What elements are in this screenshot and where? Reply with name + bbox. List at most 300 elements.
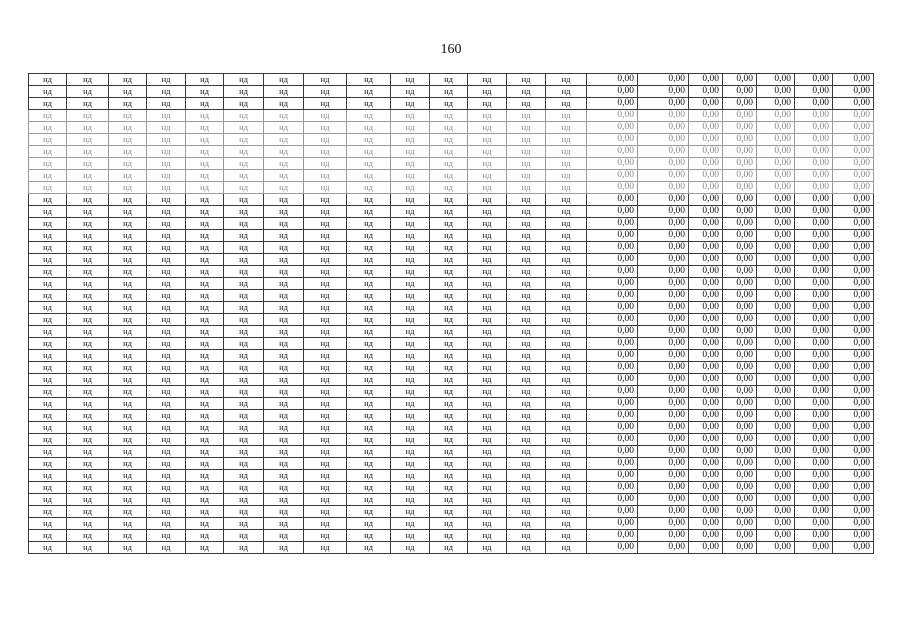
value-cell: 0,00 — [757, 122, 795, 134]
nd-cell: нд — [264, 494, 304, 506]
nd-cell: нд — [29, 122, 67, 134]
nd-cell: нд — [430, 482, 468, 494]
value-cell: 0,00 — [723, 446, 757, 458]
nd-cell: нд — [304, 158, 347, 170]
nd-cell: нд — [109, 254, 147, 266]
value-cell: 0,00 — [757, 314, 795, 326]
nd-cell: нд — [67, 122, 109, 134]
nd-cell: нд — [468, 218, 507, 230]
nd-cell: нд — [109, 458, 147, 470]
nd-cell: нд — [468, 386, 507, 398]
nd-cell: нд — [264, 410, 304, 422]
nd-cell: нд — [468, 230, 507, 242]
nd-cell: нд — [391, 362, 430, 374]
nd-cell: нд — [347, 158, 391, 170]
nd-cell: нд — [29, 434, 67, 446]
nd-cell: нд — [29, 182, 67, 194]
value-cell: 0,00 — [833, 74, 874, 86]
nd-cell: нд — [109, 506, 147, 518]
nd-cell: нд — [147, 398, 186, 410]
nd-cell: нд — [304, 506, 347, 518]
value-cell: 0,00 — [587, 98, 638, 110]
nd-cell: нд — [468, 338, 507, 350]
nd-cell: нд — [304, 278, 347, 290]
nd-cell: нд — [546, 326, 587, 338]
nd-cell: нд — [507, 206, 546, 218]
table-row — [29, 122, 874, 134]
value-cell: 0,00 — [757, 434, 795, 446]
value-cell: 0,00 — [757, 542, 795, 554]
nd-cell: нд — [468, 518, 507, 530]
nd-cell: нд — [468, 134, 507, 146]
nd-cell: нд — [147, 218, 186, 230]
nd-cell: нд — [507, 530, 546, 542]
nd-cell: нд — [264, 374, 304, 386]
nd-cell: нд — [430, 278, 468, 290]
nd-cell: нд — [546, 110, 587, 122]
value-cell: 0,00 — [757, 398, 795, 410]
value-cell: 0,00 — [689, 182, 723, 194]
nd-cell: нд — [109, 206, 147, 218]
nd-cell: нд — [67, 266, 109, 278]
value-cell: 0,00 — [723, 134, 757, 146]
value-cell: 0,00 — [757, 362, 795, 374]
nd-cell: нд — [468, 278, 507, 290]
value-cell: 0,00 — [757, 266, 795, 278]
value-cell: 0,00 — [795, 254, 833, 266]
nd-cell: нд — [304, 470, 347, 482]
nd-cell: нд — [264, 422, 304, 434]
value-cell: 0,00 — [833, 290, 874, 302]
nd-cell: нд — [507, 482, 546, 494]
nd-cell: нд — [109, 170, 147, 182]
value-cell: 0,00 — [689, 470, 723, 482]
nd-cell: нд — [391, 134, 430, 146]
value-cell: 0,00 — [833, 458, 874, 470]
nd-cell: нд — [391, 434, 430, 446]
value-cell: 0,00 — [587, 338, 638, 350]
nd-cell: нд — [507, 542, 546, 554]
nd-cell: нд — [430, 230, 468, 242]
value-cell: 0,00 — [833, 518, 874, 530]
value-cell: 0,00 — [833, 542, 874, 554]
table-row — [29, 110, 874, 122]
nd-cell: нд — [304, 446, 347, 458]
nd-cell: нд — [147, 122, 186, 134]
value-cell: 0,00 — [587, 242, 638, 254]
nd-cell: нд — [186, 470, 224, 482]
value-cell: 0,00 — [723, 506, 757, 518]
nd-cell: нд — [430, 86, 468, 98]
nd-cell: нд — [224, 242, 264, 254]
value-cell: 0,00 — [689, 422, 723, 434]
nd-cell: нд — [67, 542, 109, 554]
nd-cell: нд — [304, 206, 347, 218]
nd-cell: нд — [391, 506, 430, 518]
nd-cell: нд — [468, 242, 507, 254]
nd-cell: нд — [507, 266, 546, 278]
nd-cell: нд — [507, 278, 546, 290]
nd-cell: нд — [507, 458, 546, 470]
table-row — [29, 434, 874, 446]
nd-cell: нд — [468, 206, 507, 218]
nd-cell: нд — [147, 254, 186, 266]
nd-cell: нд — [29, 170, 67, 182]
nd-cell: нд — [391, 170, 430, 182]
value-cell: 0,00 — [795, 230, 833, 242]
nd-cell: нд — [224, 470, 264, 482]
table-row — [29, 74, 874, 86]
nd-cell: нд — [264, 446, 304, 458]
value-cell: 0,00 — [723, 314, 757, 326]
nd-cell: нд — [546, 182, 587, 194]
nd-cell: нд — [304, 530, 347, 542]
nd-cell: нд — [147, 506, 186, 518]
nd-cell: нд — [147, 362, 186, 374]
value-cell: 0,00 — [757, 482, 795, 494]
nd-cell: нд — [430, 422, 468, 434]
nd-cell: нд — [347, 338, 391, 350]
nd-cell: нд — [546, 206, 587, 218]
nd-cell: нд — [347, 302, 391, 314]
nd-cell: нд — [264, 434, 304, 446]
value-cell: 0,00 — [723, 386, 757, 398]
value-cell: 0,00 — [587, 506, 638, 518]
nd-cell: нд — [264, 338, 304, 350]
value-cell: 0,00 — [757, 134, 795, 146]
nd-cell: нд — [304, 110, 347, 122]
nd-cell: нд — [468, 410, 507, 422]
nd-cell: нд — [29, 110, 67, 122]
value-cell: 0,00 — [833, 206, 874, 218]
nd-cell: нд — [67, 158, 109, 170]
nd-cell: нд — [224, 134, 264, 146]
nd-cell: нд — [304, 350, 347, 362]
nd-cell: нд — [391, 338, 430, 350]
nd-cell: нд — [347, 350, 391, 362]
value-cell: 0,00 — [723, 122, 757, 134]
nd-cell: нд — [147, 278, 186, 290]
value-cell: 0,00 — [689, 494, 723, 506]
nd-cell: нд — [347, 110, 391, 122]
nd-cell: нд — [109, 422, 147, 434]
value-cell: 0,00 — [833, 314, 874, 326]
value-cell: 0,00 — [833, 338, 874, 350]
nd-cell: нд — [109, 194, 147, 206]
nd-cell: нд — [29, 242, 67, 254]
value-cell: 0,00 — [638, 266, 689, 278]
nd-cell: нд — [546, 470, 587, 482]
value-cell: 0,00 — [833, 422, 874, 434]
nd-cell: нд — [546, 350, 587, 362]
value-cell: 0,00 — [689, 158, 723, 170]
nd-cell: нд — [109, 518, 147, 530]
nd-cell: нд — [29, 158, 67, 170]
value-cell: 0,00 — [833, 278, 874, 290]
nd-cell: нд — [468, 398, 507, 410]
value-cell: 0,00 — [587, 482, 638, 494]
nd-cell: нд — [109, 278, 147, 290]
nd-cell: нд — [546, 458, 587, 470]
value-cell: 0,00 — [587, 158, 638, 170]
value-cell: 0,00 — [587, 218, 638, 230]
nd-cell: нд — [264, 278, 304, 290]
nd-cell: нд — [546, 314, 587, 326]
nd-cell: нд — [468, 158, 507, 170]
value-cell: 0,00 — [638, 230, 689, 242]
value-cell: 0,00 — [723, 302, 757, 314]
value-cell: 0,00 — [689, 278, 723, 290]
nd-cell: нд — [67, 374, 109, 386]
value-cell: 0,00 — [587, 326, 638, 338]
nd-cell: нд — [109, 350, 147, 362]
nd-cell: нд — [67, 398, 109, 410]
table-row — [29, 302, 874, 314]
nd-cell: нд — [29, 410, 67, 422]
nd-cell: нд — [147, 242, 186, 254]
nd-cell: нд — [147, 110, 186, 122]
value-cell: 0,00 — [587, 146, 638, 158]
nd-cell: нд — [224, 530, 264, 542]
table-row — [29, 326, 874, 338]
nd-cell: нд — [186, 194, 224, 206]
nd-cell: нд — [224, 302, 264, 314]
nd-cell: нд — [347, 266, 391, 278]
table-row — [29, 254, 874, 266]
nd-cell: нд — [304, 266, 347, 278]
nd-cell: нд — [186, 542, 224, 554]
nd-cell: нд — [507, 518, 546, 530]
nd-cell: нд — [67, 494, 109, 506]
nd-cell: нд — [224, 458, 264, 470]
nd-cell: нд — [468, 254, 507, 266]
nd-cell: нд — [186, 122, 224, 134]
value-cell: 0,00 — [689, 374, 723, 386]
nd-cell: нд — [186, 518, 224, 530]
value-cell: 0,00 — [723, 518, 757, 530]
value-cell: 0,00 — [833, 230, 874, 242]
table-row — [29, 230, 874, 242]
nd-cell: нд — [186, 290, 224, 302]
nd-cell: нд — [67, 98, 109, 110]
nd-cell: нд — [109, 530, 147, 542]
nd-cell: нд — [29, 230, 67, 242]
nd-cell: нд — [304, 518, 347, 530]
value-cell: 0,00 — [689, 362, 723, 374]
value-cell: 0,00 — [795, 302, 833, 314]
nd-cell: нд — [147, 518, 186, 530]
nd-cell: нд — [264, 122, 304, 134]
nd-cell: нд — [391, 206, 430, 218]
nd-cell: нд — [264, 482, 304, 494]
table-row — [29, 362, 874, 374]
value-cell: 0,00 — [795, 86, 833, 98]
nd-cell: нд — [264, 86, 304, 98]
nd-cell: нд — [264, 302, 304, 314]
nd-cell: нд — [67, 518, 109, 530]
value-cell: 0,00 — [587, 434, 638, 446]
nd-cell: нд — [391, 146, 430, 158]
value-cell: 0,00 — [723, 422, 757, 434]
nd-cell: нд — [29, 422, 67, 434]
value-cell: 0,00 — [795, 146, 833, 158]
nd-cell: нд — [430, 410, 468, 422]
nd-cell: нд — [507, 86, 546, 98]
nd-cell: нд — [430, 266, 468, 278]
nd-cell: нд — [507, 230, 546, 242]
nd-cell: нд — [468, 182, 507, 194]
value-cell: 0,00 — [638, 134, 689, 146]
value-cell: 0,00 — [587, 398, 638, 410]
nd-cell: нд — [264, 518, 304, 530]
nd-cell: нд — [347, 386, 391, 398]
nd-cell: нд — [304, 410, 347, 422]
table-row — [29, 542, 874, 554]
table-row — [29, 206, 874, 218]
nd-cell: нд — [507, 170, 546, 182]
nd-cell: нд — [109, 494, 147, 506]
nd-cell: нд — [391, 542, 430, 554]
value-cell: 0,00 — [638, 206, 689, 218]
nd-cell: нд — [347, 278, 391, 290]
value-cell: 0,00 — [638, 218, 689, 230]
nd-cell: нд — [109, 446, 147, 458]
nd-cell: нд — [264, 158, 304, 170]
nd-cell: нд — [304, 242, 347, 254]
nd-cell: нд — [29, 362, 67, 374]
nd-cell: нд — [468, 170, 507, 182]
nd-cell: нд — [186, 110, 224, 122]
value-cell: 0,00 — [795, 458, 833, 470]
value-cell: 0,00 — [587, 290, 638, 302]
nd-cell: нд — [507, 218, 546, 230]
nd-cell: нд — [507, 506, 546, 518]
nd-cell: нд — [264, 290, 304, 302]
nd-cell: нд — [430, 134, 468, 146]
value-cell: 0,00 — [587, 446, 638, 458]
nd-cell: нд — [147, 314, 186, 326]
nd-cell: нд — [224, 74, 264, 86]
table-row — [29, 290, 874, 302]
nd-cell: нд — [430, 398, 468, 410]
value-cell: 0,00 — [638, 434, 689, 446]
value-cell: 0,00 — [757, 194, 795, 206]
data-table — [28, 73, 874, 554]
nd-cell: нд — [224, 206, 264, 218]
value-cell: 0,00 — [833, 242, 874, 254]
value-cell: 0,00 — [689, 542, 723, 554]
nd-cell: нд — [347, 218, 391, 230]
nd-cell: нд — [224, 506, 264, 518]
nd-cell: нд — [507, 326, 546, 338]
nd-cell: нд — [546, 290, 587, 302]
nd-cell: нд — [304, 182, 347, 194]
nd-cell: нд — [109, 230, 147, 242]
nd-cell: нд — [147, 206, 186, 218]
nd-cell: нд — [507, 434, 546, 446]
value-cell: 0,00 — [795, 446, 833, 458]
value-cell: 0,00 — [757, 506, 795, 518]
nd-cell: нд — [264, 206, 304, 218]
nd-cell: нд — [391, 158, 430, 170]
nd-cell: нд — [468, 74, 507, 86]
nd-cell: нд — [391, 74, 430, 86]
nd-cell: нд — [507, 110, 546, 122]
value-cell: 0,00 — [833, 446, 874, 458]
nd-cell: нд — [391, 110, 430, 122]
nd-cell: нд — [507, 446, 546, 458]
nd-cell: нд — [507, 254, 546, 266]
nd-cell: нд — [507, 386, 546, 398]
value-cell: 0,00 — [795, 506, 833, 518]
value-cell: 0,00 — [833, 482, 874, 494]
nd-cell: нд — [304, 386, 347, 398]
nd-cell: нд — [347, 290, 391, 302]
nd-cell: нд — [186, 398, 224, 410]
nd-cell: нд — [29, 74, 67, 86]
nd-cell: нд — [67, 86, 109, 98]
value-cell: 0,00 — [638, 362, 689, 374]
value-cell: 0,00 — [757, 470, 795, 482]
value-cell: 0,00 — [638, 74, 689, 86]
nd-cell: нд — [507, 410, 546, 422]
value-cell: 0,00 — [833, 86, 874, 98]
value-cell: 0,00 — [833, 386, 874, 398]
nd-cell: нд — [224, 266, 264, 278]
value-cell: 0,00 — [587, 386, 638, 398]
nd-cell: нд — [546, 134, 587, 146]
nd-cell: нд — [304, 362, 347, 374]
value-cell: 0,00 — [723, 350, 757, 362]
value-cell: 0,00 — [689, 242, 723, 254]
nd-cell: нд — [29, 446, 67, 458]
nd-cell: нд — [546, 98, 587, 110]
nd-cell: нд — [546, 122, 587, 134]
value-cell: 0,00 — [587, 170, 638, 182]
value-cell: 0,00 — [757, 158, 795, 170]
nd-cell: нд — [468, 98, 507, 110]
nd-cell: нд — [224, 374, 264, 386]
nd-cell: нд — [546, 494, 587, 506]
nd-cell: нд — [147, 182, 186, 194]
value-cell: 0,00 — [757, 446, 795, 458]
value-cell: 0,00 — [833, 302, 874, 314]
nd-cell: нд — [304, 494, 347, 506]
value-cell: 0,00 — [723, 74, 757, 86]
nd-cell: нд — [468, 350, 507, 362]
nd-cell: нд — [507, 362, 546, 374]
value-cell: 0,00 — [757, 170, 795, 182]
value-cell: 0,00 — [833, 266, 874, 278]
nd-cell: нд — [546, 542, 587, 554]
nd-cell: нд — [264, 266, 304, 278]
nd-cell: нд — [109, 398, 147, 410]
value-cell: 0,00 — [587, 230, 638, 242]
nd-cell: нд — [67, 434, 109, 446]
value-cell: 0,00 — [833, 134, 874, 146]
nd-cell: нд — [430, 338, 468, 350]
value-cell: 0,00 — [795, 530, 833, 542]
nd-cell: нд — [29, 542, 67, 554]
nd-cell: нд — [430, 218, 468, 230]
nd-cell: нд — [109, 326, 147, 338]
nd-cell: нд — [468, 302, 507, 314]
value-cell: 0,00 — [723, 254, 757, 266]
nd-cell: нд — [507, 290, 546, 302]
nd-cell: нд — [546, 74, 587, 86]
value-cell: 0,00 — [757, 146, 795, 158]
nd-cell: нд — [304, 326, 347, 338]
